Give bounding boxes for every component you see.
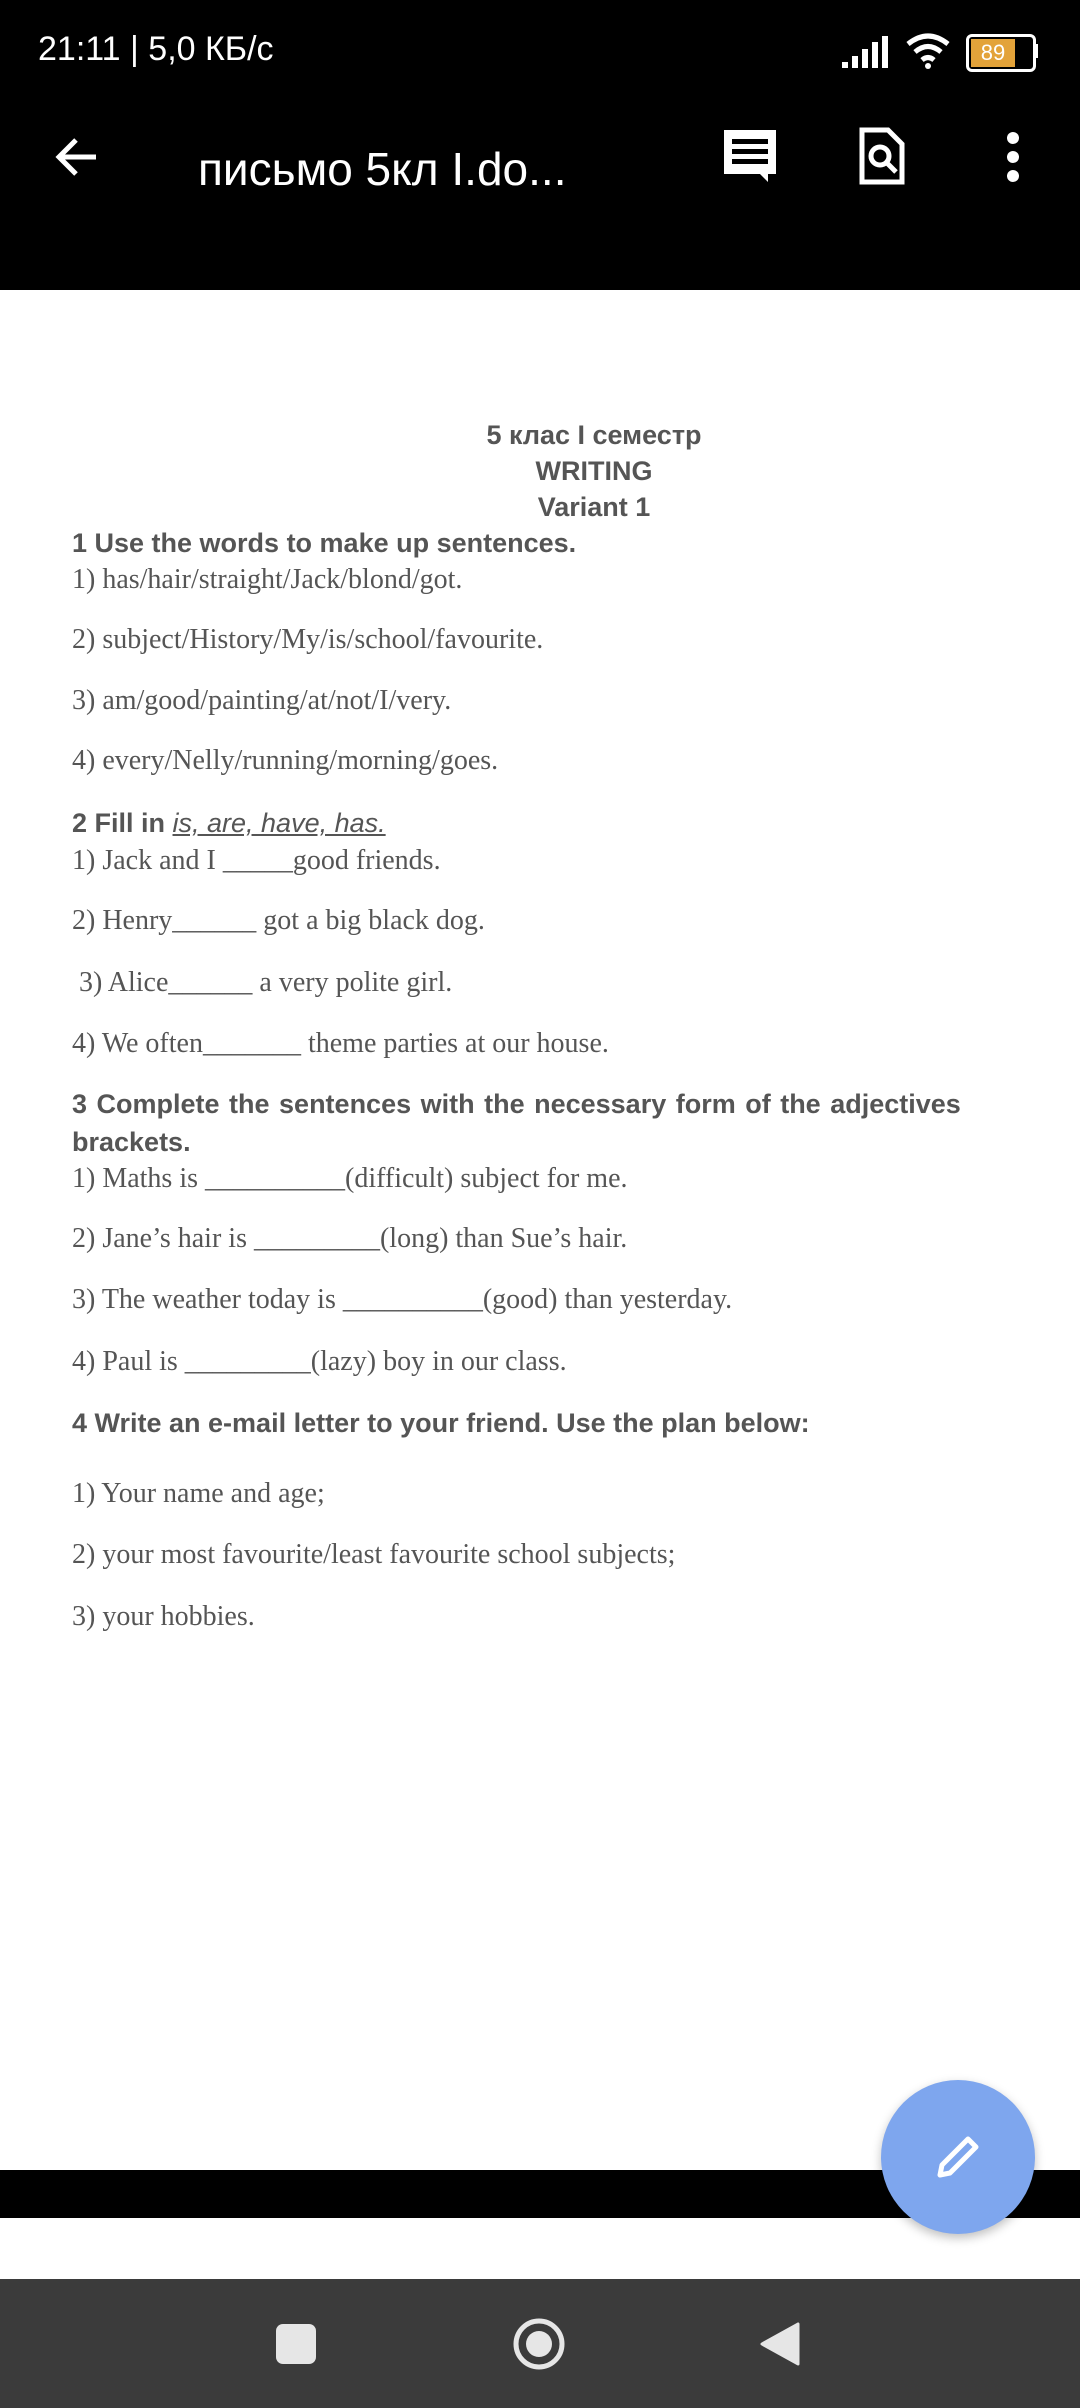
signal-icon (842, 36, 894, 68)
document-title: письмо 5кл I.do... (198, 143, 567, 195)
battery-icon (966, 34, 1036, 72)
list-item: 2) Jane’s hair is _________(long) than Sue’s hair. (72, 1223, 628, 1254)
system-nav-bar (0, 2279, 1080, 2408)
list-item: 1) Maths is __________(difficult) subject for me. (72, 1163, 628, 1194)
comment-icon[interactable] (720, 126, 780, 186)
doc-search-icon[interactable] (858, 126, 908, 186)
status-bar (0, 0, 1080, 100)
list-item: 4) Paul is _________(lazy) boy in our class. (72, 1346, 567, 1377)
list-item: 3) your hobbies. (72, 1601, 255, 1632)
arrow-left-icon[interactable] (52, 132, 102, 182)
doc-header-line: 5 клас I семестр (486, 420, 702, 450)
doc-header-line: WRITING (535, 456, 653, 486)
list-item: 3) am/good/painting/at/not/I/very. (72, 685, 452, 716)
battery-level: 89 (971, 39, 1015, 67)
list-item: 4) We often_______ theme parties at our house. (72, 1028, 609, 1059)
list-item: 4) every/Nelly/running/morning/goes. (72, 745, 499, 776)
heading-emphasis: is, are, have, has. (172, 808, 386, 838)
app-toolbar (0, 100, 1080, 290)
list-item: 2) subject/History/My/is/school/favourite. (72, 624, 544, 655)
doc-header-line: Variant 1 (537, 492, 651, 522)
section-heading: 3 Complete the sentences with the necessary form of the adjectives (72, 1089, 961, 1119)
more-vert-icon[interactable] (1000, 128, 1026, 188)
list-item: 1) Your name and age; (72, 1478, 325, 1509)
battery-tip (1034, 44, 1038, 58)
list-item: 2) Henry______ got a big black dog. (72, 905, 485, 936)
section-heading: 4 Write an e-mail letter to your friend. Use the plan below: (72, 1408, 810, 1438)
list-item: 3) Alice______ a very polite girl. (72, 967, 453, 998)
section-heading-cont: brackets. (72, 1127, 191, 1157)
heading-prefix: 2 Fill in (72, 808, 173, 838)
section-heading (72, 808, 386, 839)
status-time-speed: 21:11 | 5,0 КБ/с (38, 30, 274, 68)
edit-pencil-icon (930, 2129, 986, 2185)
list-item: 1) has/hair/straight/Jack/blond/got. (72, 564, 463, 595)
list-item: 2) your most favourite/least favourite school subjects; (72, 1539, 676, 1570)
square-icon[interactable] (276, 2324, 316, 2364)
triangle-back-icon[interactable] (758, 2322, 800, 2366)
edit-fab-button[interactable] (881, 2080, 1035, 2234)
section-heading: 1 Use the words to make up sentences. (72, 528, 577, 558)
list-item: 3) The weather today is __________(good) than yesterday. (72, 1284, 733, 1315)
circle-icon[interactable] (511, 2316, 567, 2372)
list-item: 1) Jack and I _____good friends. (72, 845, 441, 876)
wifi-icon (904, 32, 952, 70)
